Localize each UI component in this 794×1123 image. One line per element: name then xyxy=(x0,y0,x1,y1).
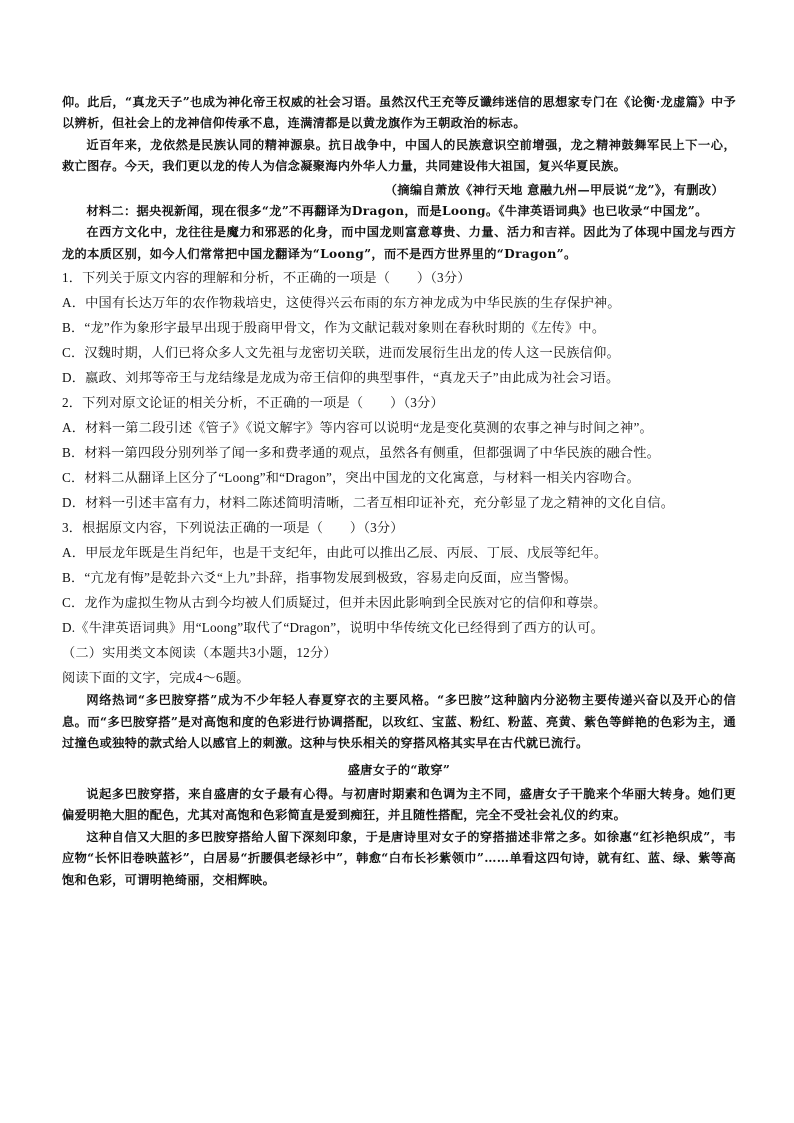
option-c: C．龙作为虚拟生物从古到今均被人们质疑过，但并未因此影响到全民族对它的信仰和尊崇。 xyxy=(62,595,607,611)
option-a: A．甲辰龙年既是生肖纪年，也是干支纪年，由此可以推出乙辰、丙辰、丁辰、戊辰等纪年。 xyxy=(62,545,608,561)
text2-intro: 网络热词“多巴胺穿搭”成为不少年轻人春夏穿衣的主要风格。“多巴胺”这种脑内分泌物主要传递兴奋以及开心的信息。而“多巴胺穿搭”是对高饱和度的色彩进行协调搭配，以玫红、宝蓝、粉红、粉蓝、亮黄、紫色等鲜艳的色彩为主，通过撞色或独特的款式给人以感官上的刺激。这种与快乐相关的穿搭风格其实早在古代就已流行。 xyxy=(62,693,736,751)
option-d: D．材料一引述丰富有力，材料二陈述简明清晰，二者互相印证补充，充分彰显了龙之精神的文化自信。 xyxy=(62,495,675,511)
section-2-instruction: 阅读下面的文字，完成4～6题。 xyxy=(62,670,250,686)
document-page xyxy=(62,92,736,891)
text2-para-2: 这种自信又大胆的多巴胺穿搭给人留下深刻印象，于是唐诗里对女子的穿搭描述非常之多。如徐惠“红衫艳织成”，韦应物“长怀旧卷映蓝衫”，白居易“折腰俱老绿衫中”，韩愈“白布长衫紫领巾”……单看这四句诗，就有红、蓝、绿、紫等高饱和色彩，可谓明艳绮丽，交相辉映。 xyxy=(62,829,736,887)
question-3 xyxy=(62,515,736,640)
option-c: C．汉魏时期，人们已将众多人文先祖与龙密切关联，进而发展衍生出龙的传人这一民族信仰。 xyxy=(62,345,620,361)
option-b: B．“亢龙有悔”是乾卦六爻“上九”卦辞，指事物发展到极致，容易走向反面，应当警惕。 xyxy=(62,570,578,586)
option-b: B．材料一第四段分别列举了闻一多和费孝通的观点，虽然各有侧重，但都强调了中华民族的融合性。 xyxy=(62,445,661,461)
material1-para-last: 近百年来，龙依然是民族认同的精神源泉。抗日战争中，中国人的民族意识空前增强，龙之精神鼓舞军民上下一心，救亡图存。今天，我们更以龙的传人为信念凝聚海内外华人力量，共同建设伟大祖国，复兴华夏民族。 xyxy=(62,137,736,174)
option-d: D.《牛津英语词典》用“Loong”取代了“Dragon”，说明中华传统文化已经得到了西方的认可。 xyxy=(62,620,605,636)
material2-para-1: 材料二：据央视新闻，现在很多“龙”不再翻译为Dragon，而是Loong。《牛津英语词典》也已收录“中国龙”。 xyxy=(86,204,708,219)
material1-para-cont: 仰。此后，“真龙天子”也成为神化帝王权威的社会习语。虽然汉代王充等反谶纬迷信的思想家专门在《论衡·龙虚篇》中予以辨析，但社会上的龙神信仰传承不息，连满清都是以黄龙旗作为王朝政治的标志。 xyxy=(62,95,736,131)
question-2 xyxy=(62,390,736,515)
question-stem: 2．下列对原文论证的相关分析，不正确的一项是（ ）（3分） xyxy=(62,395,444,411)
material1-source: （摘编自萧放《神行天地 意融九州—甲辰说“龙”》，有删改） xyxy=(384,182,724,197)
option-a: A．中国有长达万年的农作物栽培史，这使得兴云布雨的东方神龙成为中华民族的生存保护神。 xyxy=(62,295,621,311)
option-a: A．材料一第二段引述《管子》《说文解字》等内容可以说明“龙是变化莫测的农事之神与时间之神”。 xyxy=(62,420,653,436)
text2-para-1: 说起多巴胺穿搭，来自盛唐的女子最有心得。与初唐时期素和色调为主不同，盛唐女子干脆来个华丽大转身。她们更偏爱明艳大胆的配色，尤其对高饱和色彩简直是爱到痴狂，并且随性搭配，完全不受社会礼仪的约束。 xyxy=(62,786,736,823)
option-b: B．“龙”作为象形字最早出现于殷商甲骨文，作为文献记载对象则在春秋时期的《左传》中。 xyxy=(62,320,606,336)
option-c: C．材料二从翻译上区分了“Loong”和“Dragon”，突出中国龙的文化寓意，与材料一相关内容吻合。 xyxy=(62,470,640,486)
option-d: D．嬴政、刘邦等帝王与龙结缘是龙成为帝王信仰的典型事件，“真龙天子”由此成为社会习语。 xyxy=(62,370,620,386)
question-stem: 1．下列关于原文内容的理解和分析，不正确的一项是（ ）（3分） xyxy=(62,270,471,286)
section-2-title: （二）实用类文本阅读（本题共3小题，12分） xyxy=(62,645,337,661)
material2-para-2: 在西方文化中，龙往往是魔力和邪恶的化身，而中国龙则富意尊贵、力量、活力和吉祥。因此为了体现中国龙与西方龙的本质区别，如今人们常常把中国龙翻译为“Loong”，而不是西方世界里的“Dragon”。 xyxy=(62,225,736,261)
question-1 xyxy=(62,265,736,390)
question-stem: 3．根据原文内容，下列说法正确的一项是（ ）（3分） xyxy=(62,520,404,536)
text2-heading: 盛唐女子的“敢穿” xyxy=(347,763,451,778)
